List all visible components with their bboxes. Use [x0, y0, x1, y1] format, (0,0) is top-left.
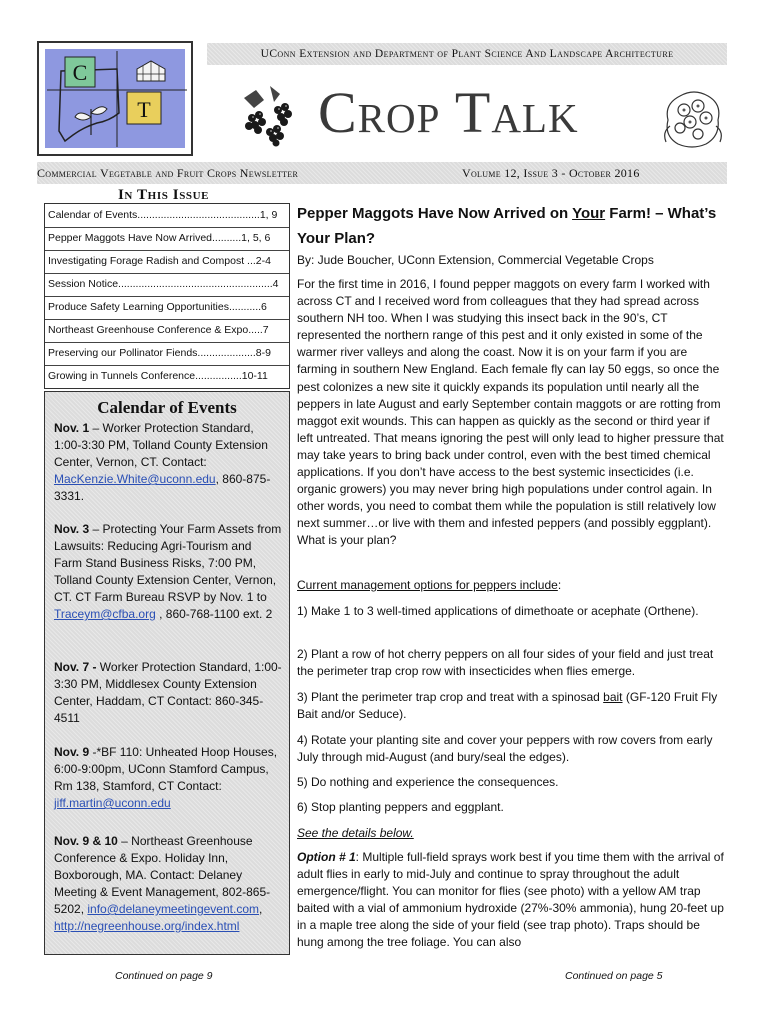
article-byline: By: Jude Boucher, UConn Extension, Commercial Vegetable Crops: [297, 253, 654, 267]
details-note-text: See the details below.: [297, 826, 414, 840]
event-tail: ,: [259, 902, 263, 916]
options-heading-colon: :: [557, 578, 562, 592]
event-text: Protecting Your Farm Assets from Lawsuits: Reducing Agri-Tourism and Farm Stand Business Risks, 7:00 PM, Tolland County Extension Center, Vernon, CT. CT Farm Bureau RSVP by Nov. 1 to: [54, 522, 282, 604]
event-email-link[interactable]: Traceym@cfba.org: [54, 607, 156, 621]
event-web-link[interactable]: http://negreenhouse.org/index.html: [54, 919, 240, 933]
toc-heading: In This Issue: [118, 187, 210, 203]
ct-logo: [37, 41, 193, 156]
toc-item[interactable]: Calendar of Events..........................................1, 9: [48, 209, 278, 221]
option-text: 3) Plant the perimeter trap crop and treat with a spinosad: [297, 690, 604, 704]
event-date: Nov. 3: [54, 522, 90, 536]
volume-issue: Volume 12, Issue 3 - October 2016: [462, 166, 640, 180]
option-text: (GF-120 Fruit Fly Bait and/or Seduce).: [297, 690, 718, 722]
banner-top-text: UConn Extension and Department of Plant Science And Landscape Architecture: [260, 48, 674, 60]
logo-letter-c: C: [72, 60, 88, 85]
option1-label: Option # 1: [297, 850, 356, 864]
newsletter-subtitle: Commercial Vegetable and Fruit Crops Newsletter: [37, 166, 299, 180]
toc-item[interactable]: Growing in Tunnels Conference................10-11: [48, 370, 268, 382]
calendar-continued[interactable]: Continued on page 9: [115, 970, 213, 982]
event-email-link[interactable]: jiff.martin@uconn.edu: [54, 796, 171, 810]
toc-item[interactable]: Northeast Greenhouse Conference & Expo.....7: [48, 324, 269, 336]
event-sep: –: [89, 522, 103, 536]
event-date: Nov. 1: [54, 421, 90, 435]
banner-top: [207, 43, 727, 65]
greenhouse-icon: [137, 61, 165, 81]
option-item: 1) Make 1 to 3 well-timed applications of dimethoate or acephate (Orthene).: [297, 604, 699, 618]
option-item: 4) Rotate your planting site and cover your peppers with row covers from early July through mid-August (and bury/seal the edges).: [297, 733, 713, 765]
cauliflower-illustration: [660, 86, 726, 152]
calendar-event: [54, 420, 282, 505]
article-continued[interactable]: Continued on page 5: [565, 970, 663, 982]
event-sep: –: [117, 834, 132, 848]
option-item: 6) Stop planting peppers and eggplant.: [297, 800, 504, 814]
event-email-link[interactable]: MacKenzie.White@uconn.edu: [54, 472, 216, 486]
option-emphasis: bait: [603, 690, 623, 704]
option1-paragraph: [297, 849, 727, 952]
article-title-text: Pepper Maggots Have Now Arrived on: [297, 205, 573, 222]
option-item: 2) Plant a row of hot cherry peppers on all four sides of your field and just treat the perimeter trap crop row with insecticides when flies emerge.: [297, 647, 714, 679]
article-title-emphasis: Your: [572, 205, 606, 222]
toc-item[interactable]: Preserving our Pollinator Fiends....................8-9: [48, 347, 271, 359]
event-date: Nov. 7 -: [54, 660, 97, 674]
calendar-box: [44, 391, 290, 955]
event-sep: –: [89, 421, 103, 435]
article-title-text: Farm! – What’s Your Plan?: [297, 205, 717, 247]
toc-box: [44, 203, 290, 389]
option-item: 5) Do nothing and experience the consequences.: [297, 775, 559, 789]
options-heading-text: Current management options for peppers include: [297, 578, 558, 592]
toc-item[interactable]: Session Notice.....................................................4: [48, 278, 279, 290]
option-item: [297, 689, 727, 723]
subtitle-bar: [37, 162, 727, 184]
event-text: Worker Protection Standard, 1:00-3:30 PM, Middlesex County Extension Center, Haddam, CT Contact: 860-345-4511: [54, 660, 282, 725]
event-tail: , 860-768-1100 ext. 2: [155, 607, 273, 621]
event-text: *BF 110: Unheated Hoop Houses, 6:00-9:00pm, UConn Stamford Campus, Rm 138, Stamford, CT Contact:: [54, 745, 278, 793]
calendar-event: [54, 521, 282, 623]
toc-item[interactable]: Produce Safety Learning Opportunities...........6: [48, 301, 267, 313]
logo-graphic: [39, 43, 195, 158]
newsletter-title: Crop Talk: [318, 80, 579, 145]
toc-item[interactable]: Investigating Forage Radish and Compost ...2-4: [48, 255, 271, 267]
event-email-link[interactable]: info@delaneymeetingevent.com: [87, 902, 259, 916]
calendar-event: [54, 744, 282, 812]
calendar-event: [54, 833, 282, 935]
article-title: [297, 201, 727, 251]
event-text: Northeast Greenhouse Conference & Expo. Holiday Inn, Boxborough, MA. Contact: Delaney Meeting & Event Management, 802-865-5202,: [54, 834, 271, 916]
event-date: Nov. 9: [54, 745, 90, 759]
details-note: [297, 825, 727, 842]
blackberry-illustration: [230, 80, 302, 148]
event-date: Nov. 9 & 10: [54, 834, 118, 848]
event-sep: -: [89, 745, 97, 759]
calendar-event: [54, 659, 282, 727]
options-heading: [297, 577, 727, 594]
event-tail: , 860-875-3331.: [54, 472, 271, 503]
event-text: Worker Protection Standard, 1:00-3:30 PM, Tolland County Extension Center, Vernon, CT. Contact:: [54, 421, 268, 469]
option1-text: : Multiple full-field sprays work best if you time them with the arrival of adult flies in early to mid-July and continue to spray throughout the adult emergence/flight. You can monitor for flies (see photo) with a yellow AM trap baited with a vial of ammonium hydroxide (27%-30% ammonia), hung 20-feet up in a maple tree along the side of your field (see trap photo). Traps should be hung among the tree foliage. You can also: [297, 850, 724, 950]
article-paragraph: For the first time in 2016, I found pepper maggots on every farm I worked with across CT and I received word from colleagues that they had spread across southern NH too. When I was studying this insect back in the 90’s, CT represented the northern range of this pest and it only existed in some of the warmer river valleys and along the coast. Now it is on your farm if you are farming in southern New England. Each female fly can lay 50 eggs, so once the pest colonizes a new site it quickly expands its population until nearly all the peppers in late August and early September contain maggots or are rotting from maggot exit wounds. This can happen as quickly as the second or third year if left untreated. That means ignoring the pest will only lead to higher pressure that may take years to bring back under control, even with the best timed chemical applications. If you don’t have access to the best systemic insecticides (i.e. organic growers) you may never bring high populations under control again. In other words, you need to combat them while the population is still relatively low next summer…or live with them and infested peppers (and possibly eggplant). What is your plan?: [297, 277, 724, 548]
logo-letter-t: T: [137, 97, 151, 122]
calendar-title: Calendar of Events: [97, 398, 237, 417]
toc-item[interactable]: Pepper Maggots Have Now Arrived..........1, 5, 6: [48, 232, 271, 244]
